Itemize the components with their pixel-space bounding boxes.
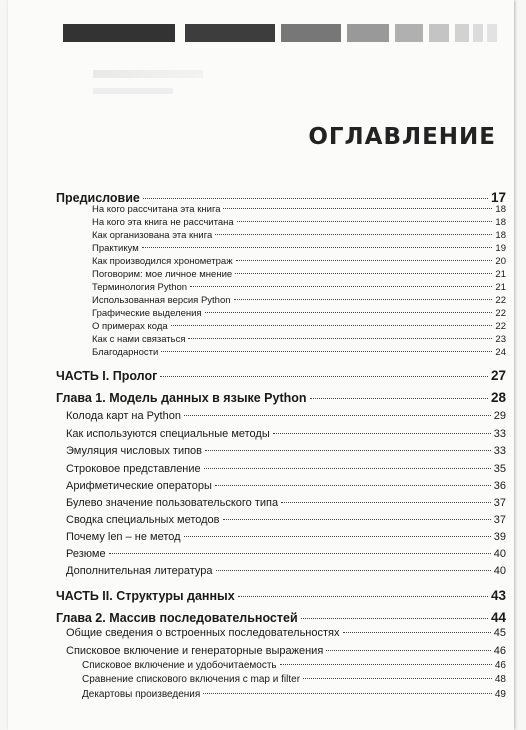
toc-entry-title: Почему len – не метод: [66, 531, 181, 543]
toc-entry-page: 40: [493, 548, 506, 560]
toc-entry-title: Списковое включение и генераторные выражения: [66, 645, 324, 657]
decor-bar: [487, 24, 497, 42]
leader-dots: [184, 415, 491, 416]
toc-entry-title: Глава 1. Модель данных в языке Python: [56, 391, 307, 405]
toc-entry: [56, 627, 506, 639]
toc-entry-page: 22: [495, 308, 506, 319]
toc-entry: [56, 230, 506, 241]
toc-entry-title: Декартовы произведения: [82, 689, 201, 700]
leader-dots: [215, 234, 492, 235]
leader-dots: [160, 376, 488, 377]
toc-entry-title: Как используются специальные методы: [66, 428, 270, 440]
leader-dots: [204, 468, 491, 469]
toc-entry: [56, 334, 506, 345]
leader-dots: [223, 208, 492, 209]
leader-dots: [303, 678, 492, 679]
decor-bar: [185, 24, 275, 42]
toc-entry-title: Как с нами связаться: [92, 334, 186, 345]
toc-entry: [56, 497, 506, 509]
toc-entry: [56, 204, 506, 215]
toc-entry-title: Сводка специальных методов: [66, 514, 220, 526]
toc-entry-title: Практикум: [92, 243, 139, 254]
toc-entry-title: На кого эта книга не рассчитана: [92, 217, 234, 228]
leader-dots: [215, 485, 491, 486]
toc-entry-page: 36: [493, 480, 506, 492]
toc-entry: [56, 480, 506, 492]
leader-dots: [203, 693, 492, 694]
toc-entry-title: Эмуляция числовых типов: [66, 445, 203, 457]
toc-entry-page: 28: [490, 390, 506, 405]
toc-entry-title: ЧАСТЬ I. Пролог: [56, 369, 158, 383]
decor-bar: [347, 24, 389, 42]
toc-entry: [56, 548, 506, 560]
decor-bar: [429, 24, 449, 42]
leader-dots: [171, 325, 493, 326]
toc-entry: [56, 428, 506, 440]
toc-entry-page: 18: [495, 217, 506, 228]
decor-bar: [281, 24, 341, 42]
toc-entry-page: 19: [495, 243, 506, 254]
toc-entry-title: Колода карт на Python: [66, 410, 181, 422]
decor-bar: [395, 24, 423, 42]
toc-entry-page: 22: [495, 321, 506, 332]
toc-entry: [56, 347, 506, 358]
toc-entry-title: ЧАСТЬ II. Структуры данных: [56, 589, 235, 603]
toc-entry-page: 21: [495, 282, 506, 293]
toc-entry-title: Дополнительная литература: [66, 565, 213, 577]
toc-entry: [56, 674, 506, 685]
toc-entry: [56, 282, 506, 293]
toc-entry-title: Предисловие: [56, 191, 140, 205]
leader-dots: [326, 650, 490, 651]
leader-dots: [109, 553, 491, 554]
leader-dots: [205, 312, 493, 313]
leader-dots: [310, 398, 488, 399]
toc-entry: [56, 610, 506, 625]
toc-entry-title: Сравнение спискового включения с map и filter: [82, 674, 301, 685]
toc-entry-page: 24: [495, 347, 506, 358]
toc-entry-page: 33: [493, 428, 506, 440]
toc-entry: [56, 368, 506, 383]
toc-entry: [56, 410, 506, 422]
leader-dots: [281, 502, 491, 503]
leader-dots: [343, 632, 491, 633]
bleed-through-text: [93, 88, 173, 94]
toc-entry-page: 39: [493, 531, 506, 543]
toc-entry-title: Как организована эта книга: [92, 230, 213, 241]
leader-dots: [235, 273, 492, 274]
toc-entry-title: Общие сведения о встроенных последовательностях: [66, 627, 340, 639]
toc-entry-page: 33: [493, 445, 506, 457]
toc-entry-title: Списковое включение и удобочитаемость: [82, 660, 277, 671]
toc-entry: [56, 217, 506, 228]
toc-entry-page: 43: [490, 588, 506, 603]
toc-entry-page: 17: [490, 190, 506, 205]
leader-dots: [273, 433, 491, 434]
toc-entry-title: Резюме: [66, 548, 106, 560]
toc-entry-page: 37: [493, 514, 506, 526]
bleed-through-text: [93, 70, 203, 78]
toc-entry-title: Использованная версия Python: [92, 295, 231, 306]
leader-dots: [280, 664, 492, 665]
toc-entry-page: 27: [490, 368, 506, 383]
decor-bar: [473, 24, 483, 42]
toc-entry-page: 45: [493, 627, 506, 639]
toc-entry-title: Булево значение пользовательского типа: [66, 497, 279, 509]
toc-entry-title: Терминология Python: [92, 282, 188, 293]
toc-entry: [56, 660, 506, 671]
toc-entry-page: 46: [493, 645, 506, 657]
leader-dots: [234, 299, 493, 300]
toc-entry-page: 23: [495, 334, 506, 345]
toc-entry-title: Строковое представление: [66, 463, 201, 475]
leader-dots: [190, 286, 492, 287]
toc-entry-title: Благодарности: [92, 347, 159, 358]
leader-dots: [238, 596, 488, 597]
toc-entry: [56, 390, 506, 405]
toc-entry-page: 18: [495, 204, 506, 215]
toc-entry-title: Глава 2. Массив последовательностей: [56, 611, 298, 625]
toc-entry-page: 20: [495, 256, 506, 267]
toc-entry: [56, 243, 506, 254]
toc-entry-title: Графические выделения: [92, 308, 202, 319]
toc-entry: [56, 269, 506, 280]
toc-entry: [56, 445, 506, 457]
leader-dots: [301, 618, 488, 619]
toc-entry-page: 46: [494, 660, 506, 671]
toc-entry: [56, 645, 506, 657]
toc-entry: [56, 689, 506, 700]
toc-entry: [56, 565, 506, 577]
toc-entry-title: Арифметические операторы: [66, 480, 212, 492]
toc-entry-title: Поговорим: мое личное мнение: [92, 269, 233, 280]
toc-entry-page: 44: [490, 610, 506, 625]
toc-entry: [56, 463, 506, 475]
toc-entry-page: 35: [493, 463, 506, 475]
book-page: [8, 0, 514, 730]
leader-dots: [188, 338, 492, 339]
toc-entry-page: 40: [493, 565, 506, 577]
toc-entry-page: 21: [495, 269, 506, 280]
toc-entry-page: 18: [495, 230, 506, 241]
toc-entry-title: О примерах кода: [92, 321, 168, 332]
toc-entry-page: 29: [493, 410, 506, 422]
leader-dots: [161, 351, 492, 352]
leader-dots: [216, 570, 491, 571]
leader-dots: [205, 450, 491, 451]
leader-dots: [184, 536, 491, 537]
toc-entry-title: Как производился хронометраж: [92, 256, 233, 267]
toc-entry: [56, 514, 506, 526]
toc-entry-page: 22: [495, 295, 506, 306]
toc-entry-page: 49: [494, 689, 506, 700]
toc-entry: [56, 190, 506, 205]
page-title: ОГЛАВЛЕНИЕ: [308, 124, 496, 150]
toc-entry-page: 37: [493, 497, 506, 509]
toc-entry: [56, 321, 506, 332]
toc-entry-title: На кого рассчитана эта книга: [92, 204, 221, 215]
toc-entry: [56, 308, 506, 319]
leader-dots: [237, 221, 493, 222]
toc-entry: [56, 588, 506, 603]
toc-entry: [56, 295, 506, 306]
leader-dots: [223, 519, 491, 520]
leader-dots: [142, 247, 493, 248]
leader-dots: [143, 198, 488, 199]
toc-entry: [56, 531, 506, 543]
toc-entry-page: 48: [494, 674, 506, 685]
toc-entry: [56, 256, 506, 267]
decor-bar: [455, 24, 469, 42]
decor-bar: [63, 24, 175, 42]
leader-dots: [236, 260, 493, 261]
